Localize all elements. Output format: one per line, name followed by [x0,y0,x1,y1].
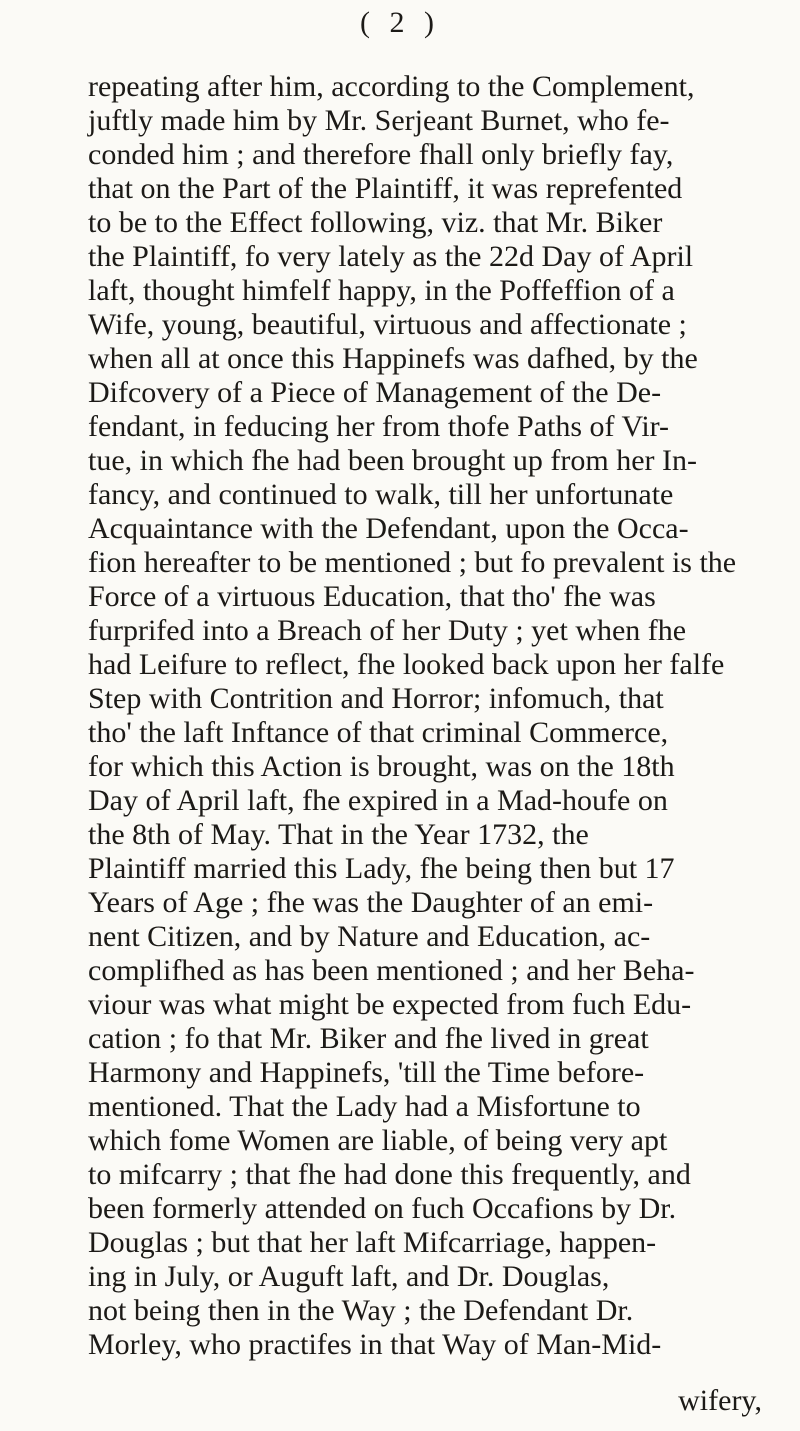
text-line: complifhed as has been mentioned ; and her Beha- [88,954,695,987]
text-line: Douglas ; but that her laft Mifcarriage, happen- [88,1226,657,1259]
text-line: furprifed into a Breach of her Duty ; yet when fhe [88,614,687,647]
text-line: mentioned. That the Lady had a Misfortune to [88,1090,641,1123]
text-line: when all at once this Happinefs was dafhed, by the [88,342,698,375]
text-line: which fome Women are liable, of being very apt [88,1124,668,1157]
text-line: that on the Part of the Plaintiff, it was reprefented [88,172,683,205]
text-line: the 8th of May. That in the Year 1732, the [88,818,589,851]
text-line: Day of April laft, fhe expired in a Mad-houfe on [88,784,668,817]
text-line: Step with Contrition and Horror; infomuch, that [88,682,664,715]
text-line: Years of Age ; fhe was the Daughter of an emi- [88,886,654,919]
text-line: to mifcarry ; that fhe had done this frequently, and [88,1158,691,1191]
text-line: been formerly attended on fuch Occafions by Dr. [88,1192,677,1225]
text-line: Morley, who practifes in that Way of Man-Mid- [88,1328,662,1361]
text-line: ing in July, or Auguft laft, and Dr. Douglas, [88,1260,610,1293]
page-number: ( 2 ) [360,6,440,39]
text-line: Harmony and Happinefs, 'till the Time before- [88,1056,645,1089]
text-line: laft, thought himfelf happy, in the Poffeffion of a [88,274,675,307]
text-line: for which this Action is brought, was on the 18th [88,750,675,783]
text-line: repeating after him, according to the Complement, [88,70,695,103]
text-line: had Leifure to reflect, fhe looked back upon her falfe [88,648,725,681]
text-line: Plaintiff married this Lady, fhe being then but 17 [88,852,675,885]
text-line: Difcovery of a Piece of Management of the De- [88,376,662,409]
text-line: fion hereafter to be mentioned ; but fo prevalent is the [88,546,737,579]
text-line: the Plaintiff, fo very lately as the 22d Day of April [88,240,694,273]
text-line: nent Citizen, and by Nature and Education, ac- [88,920,651,953]
text-line: tue, in which fhe had been brought up from her In- [88,444,697,477]
text-line: cation ; fo that Mr. Biker and fhe lived in great [88,1022,649,1055]
text-line: fendant, in feducing her from thofe Paths of Vir- [88,410,670,443]
text-line: conded him ; and therefore fhall only briefly fay, [88,138,674,171]
text-line: viour was what might be expected from fuch Edu- [88,988,692,1021]
text-line: not being then in the Way ; the Defendant Dr. [88,1294,634,1327]
text-line: tho' the laft Inftance of that criminal Commerce, [88,716,669,749]
text-line: fancy, and continued to walk, till her unfortunate [88,478,674,511]
text-line: juftly made him by Mr. Serjeant Burnet, who fe- [88,104,670,137]
text-line: Acquaintance with the Defendant, upon the Occa- [88,512,689,545]
text-line: to be to the Effect following, viz. that Mr. Biker [88,206,663,239]
text-line: Force of a virtuous Education, that tho' fhe was [88,580,656,613]
text-line: Wife, young, beautiful, virtuous and affectionate ; [88,308,687,341]
catchword: wifery, [678,1384,762,1417]
